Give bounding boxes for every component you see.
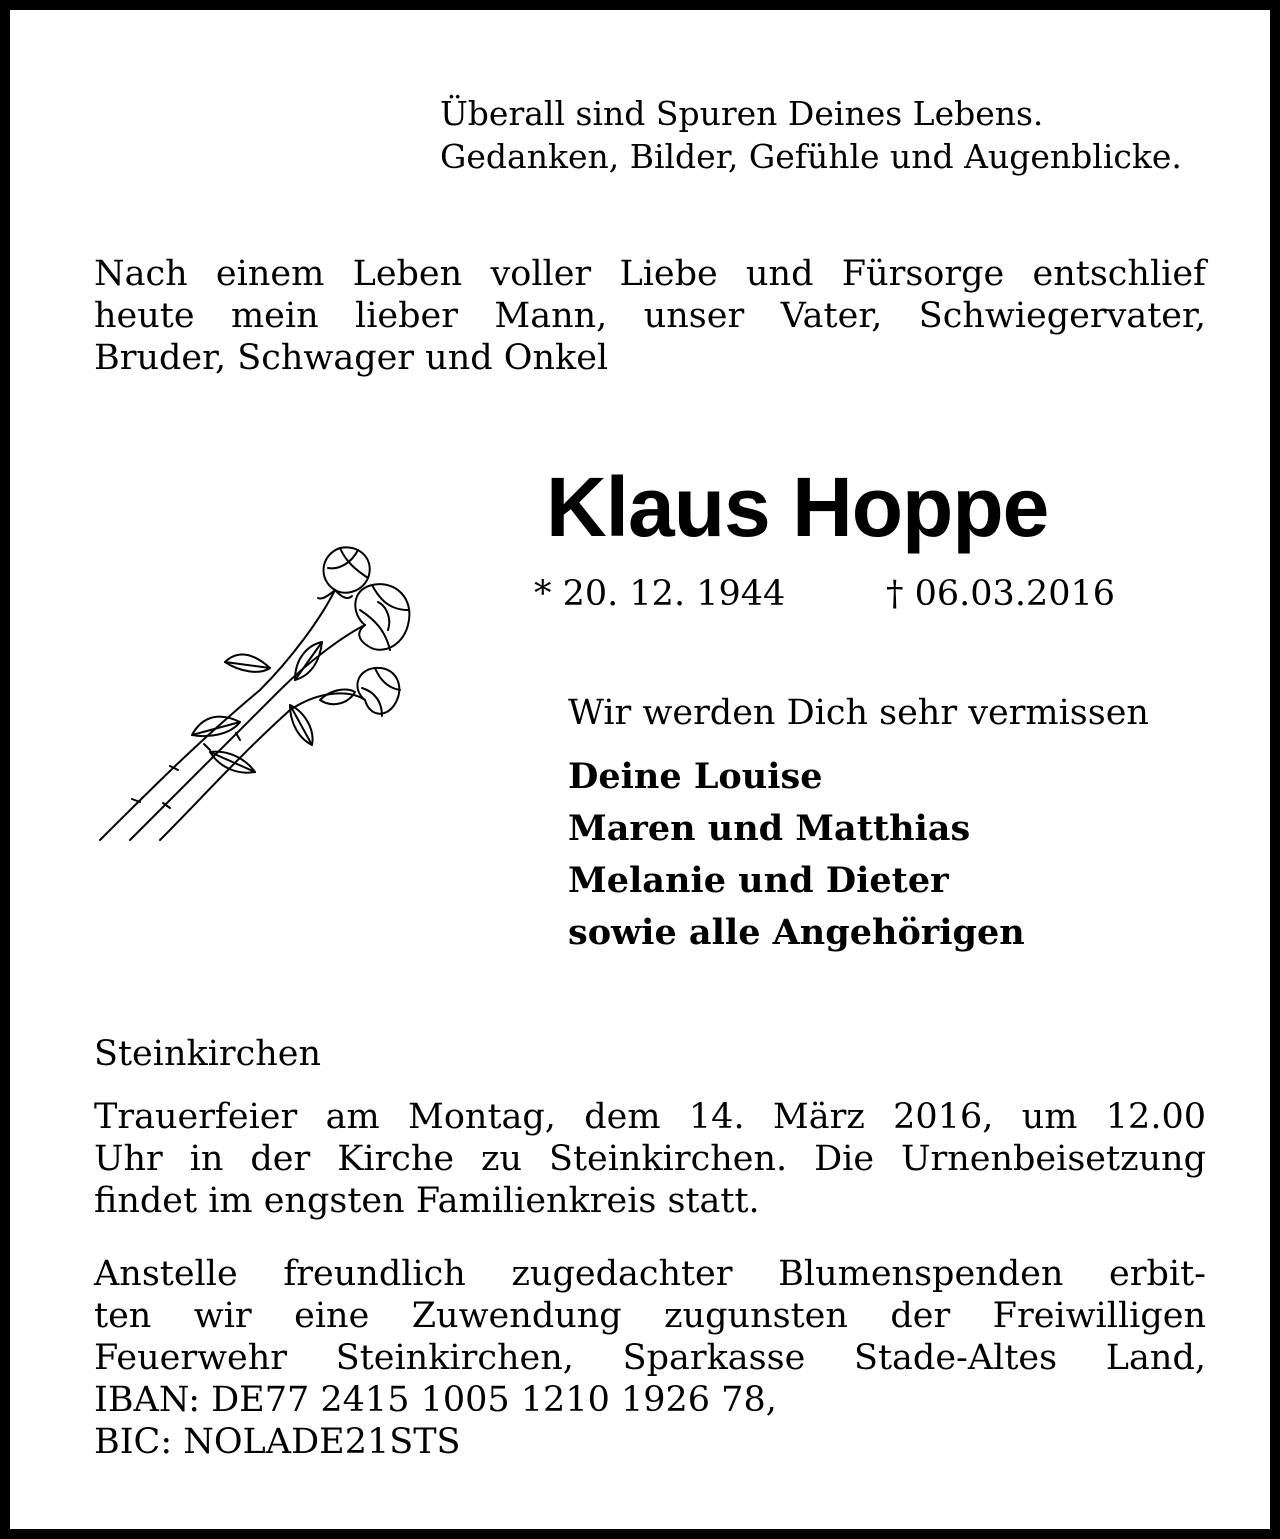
- birth-date: * 20. 12. 1944: [534, 574, 786, 614]
- donation-line-5: BIC: NOLADE21STS: [94, 1422, 461, 1462]
- farewell-line: Wir werden Dich sehr vermissen: [568, 693, 1149, 733]
- donation-line-4: IBAN: DE77 2415 1005 1210 1926 78,: [94, 1380, 777, 1420]
- signature-2: Maren und Matthias: [568, 808, 971, 849]
- ceremony-line-2: Uhr in der Kirche zu Steinkirchen. Die Urnenbeisetzung: [94, 1139, 1206, 1179]
- motto-line-1: Überall sind Spuren Deines Lebens.: [440, 94, 1044, 133]
- roses-drawing-icon: [90, 540, 420, 850]
- deceased-name: Klaus Hoppe: [546, 460, 1049, 554]
- donation-line-1: Anstelle freundlich zugedachter Blumenspenden erbit-: [94, 1254, 1206, 1294]
- intro-line-1: Nach einem Leben voller Liebe und Fürsorge entschlief: [94, 254, 1206, 294]
- intro-line-3: Bruder, Schwager und Onkel: [94, 338, 609, 378]
- place-name: Steinkirchen: [94, 1034, 322, 1074]
- donation-line-3: Feuerwehr Steinkirchen, Sparkasse Stade-Altes Land,: [94, 1338, 1206, 1378]
- donation-line-2: ten wir eine Zuwendung zugunsten der Freiwilligen: [94, 1296, 1206, 1336]
- death-date: † 06.03.2016: [886, 574, 1116, 614]
- signature-3: Melanie und Dieter: [568, 860, 949, 901]
- ceremony-line-3: findet im engsten Familienkreis statt.: [94, 1181, 760, 1221]
- ceremony-line-1: Trauerfeier am Montag, dem 14. März 2016, um 12.00: [94, 1097, 1206, 1137]
- signature-4: sowie alle Angehörigen: [568, 912, 1025, 953]
- motto-line-2: Gedanken, Bilder, Gefühle und Augenblicke.: [440, 137, 1182, 176]
- signature-1: Deine Louise: [568, 756, 823, 797]
- intro-line-2: heute mein lieber Mann, unser Vater, Schwiegervater,: [94, 296, 1206, 336]
